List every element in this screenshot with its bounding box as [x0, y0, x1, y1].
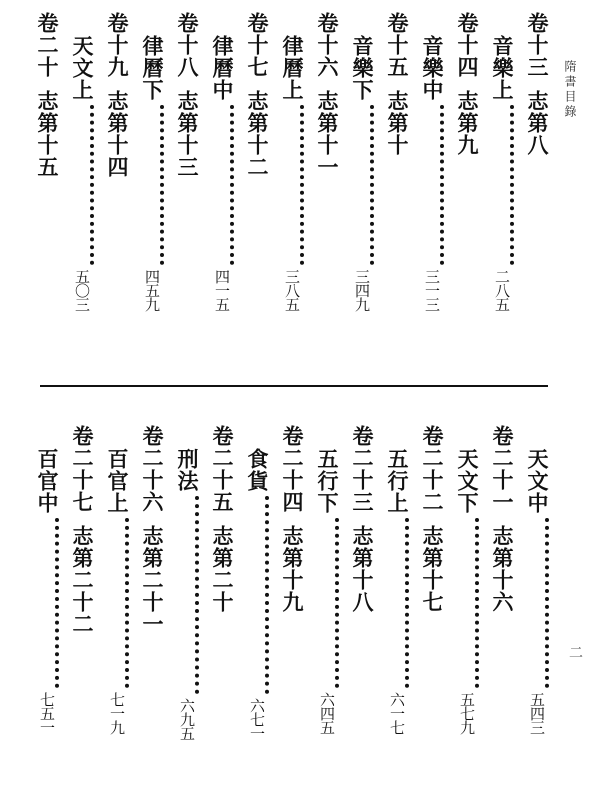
entry-page: 七一九 [108, 692, 126, 734]
toc-volume-21 [488, 425, 516, 613]
toc-entry [33, 448, 61, 788]
toc-volume-14 [453, 12, 481, 156]
entry-title: 刑法 [175, 448, 200, 492]
toc-entry [68, 35, 96, 370]
volume-subtitle: 志第十九 [280, 525, 305, 613]
volume-number: 卷二十 [35, 12, 60, 78]
volume-number: 卷十四 [455, 12, 480, 78]
dot-leader [420, 105, 444, 265]
entry-page: 四一五 [213, 269, 231, 311]
entry-page: 六四五 [318, 692, 336, 734]
dot-leader [35, 518, 59, 688]
entry-page: 五七九 [458, 692, 476, 734]
volume-number: 卷二十五 [210, 425, 235, 513]
volume-subtitle: 志第十六 [490, 525, 515, 613]
entry-page: 三八五 [283, 269, 301, 311]
entry-title: 天文下 [455, 448, 480, 514]
dot-leader [280, 105, 304, 265]
volume-number: 卷十八 [175, 12, 200, 78]
toc-volume-18 [173, 12, 201, 178]
page-number: 二 [567, 645, 583, 659]
entry-page: 二八五 [493, 269, 511, 311]
toc-volume-26 [138, 425, 166, 635]
volume-number: 卷二十四 [280, 425, 305, 513]
volume-subtitle: 志第十五 [35, 90, 60, 178]
entry-title: 律曆中 [210, 35, 235, 101]
toc-entry [453, 448, 481, 788]
dot-leader [315, 518, 339, 688]
toc-volume-16 [313, 12, 341, 178]
volume-subtitle: 志第九 [455, 90, 480, 156]
entry-page: 五四三 [528, 692, 546, 734]
toc-volume-22 [418, 425, 446, 613]
entry-title: 五行上 [385, 448, 410, 514]
volume-subtitle: 志第十二 [245, 90, 270, 178]
entry-title: 天文中 [525, 448, 550, 514]
entry-title: 百官中 [35, 448, 60, 514]
dot-leader [490, 105, 514, 265]
dot-leader [455, 518, 479, 688]
dot-leader [350, 105, 374, 265]
entry-title: 律曆上 [280, 35, 305, 101]
toc-entry [348, 35, 376, 370]
toc-volume-25 [208, 425, 236, 613]
entry-page: 三一三 [423, 269, 441, 311]
entry-title: 天文上 [70, 35, 95, 101]
toc-entry [173, 448, 201, 788]
toc-volume-20 [33, 12, 61, 178]
volume-subtitle: 志第二十二 [70, 525, 95, 635]
volume-number: 卷二十三 [350, 425, 375, 513]
dot-leader [70, 105, 94, 265]
dot-leader [385, 518, 409, 688]
toc-volume-24 [278, 425, 306, 613]
toc-entry [208, 35, 236, 370]
volume-subtitle: 志第八 [525, 90, 550, 156]
volume-subtitle: 志第十八 [350, 525, 375, 613]
volume-subtitle: 志第十 [385, 90, 410, 156]
entry-title: 律曆下 [140, 35, 165, 101]
toc-entry [383, 448, 411, 788]
toc-entry [138, 35, 166, 370]
entry-title: 音樂中 [420, 35, 445, 101]
volume-number: 卷二十一 [490, 425, 515, 513]
running-head: 隋書目錄 [563, 60, 577, 120]
entry-title: 音樂下 [350, 35, 375, 101]
volume-number: 卷十五 [385, 12, 410, 78]
volume-number: 卷十七 [245, 12, 270, 78]
entry-page: 三四九 [353, 269, 371, 311]
volume-number: 卷十九 [105, 12, 130, 78]
dot-leader [525, 518, 549, 688]
volume-subtitle: 志第十四 [105, 90, 130, 178]
entry-page: 四五九 [143, 269, 161, 311]
entry-title: 百官上 [105, 448, 130, 514]
toc-volume-13 [523, 12, 551, 156]
volume-subtitle: 志第十七 [420, 525, 445, 613]
toc-volume-23 [348, 425, 376, 613]
volume-subtitle: 志第二十 [210, 525, 235, 613]
toc-volume-15 [383, 12, 411, 156]
dot-leader [105, 518, 129, 688]
entry-title: 食貨 [245, 448, 270, 492]
entry-title: 音樂上 [490, 35, 515, 101]
entry-page: 六一七 [388, 692, 406, 734]
entry-page: 六九五 [178, 698, 196, 740]
toc-entry [488, 35, 516, 370]
volume-number: 卷二十七 [70, 425, 95, 513]
volume-number: 卷二十二 [420, 425, 445, 513]
toc-entry [243, 448, 271, 788]
volume-number: 卷十三 [525, 12, 550, 78]
entry-page: 五〇三 [73, 269, 91, 311]
toc-entry [523, 448, 551, 788]
toc-entry [418, 35, 446, 370]
entry-title: 五行下 [315, 448, 340, 514]
volume-subtitle: 志第十一 [315, 90, 340, 178]
volume-subtitle: 志第二十一 [140, 525, 165, 635]
toc-volume-17 [243, 12, 271, 178]
entry-page: 七五一 [38, 692, 56, 734]
section-divider [40, 385, 548, 387]
toc-entry [103, 448, 131, 788]
toc-volume-19 [103, 12, 131, 178]
volume-number: 卷二十六 [140, 425, 165, 513]
toc-entry [278, 35, 306, 370]
volume-number: 卷十六 [315, 12, 340, 78]
dot-leader [175, 496, 199, 694]
entry-page: 六七一 [248, 698, 266, 740]
volume-subtitle: 志第十三 [175, 90, 200, 178]
dot-leader [140, 105, 164, 265]
toc-volume-27 [68, 425, 96, 635]
dot-leader [210, 105, 234, 265]
toc-entry [313, 448, 341, 788]
dot-leader [245, 496, 269, 694]
